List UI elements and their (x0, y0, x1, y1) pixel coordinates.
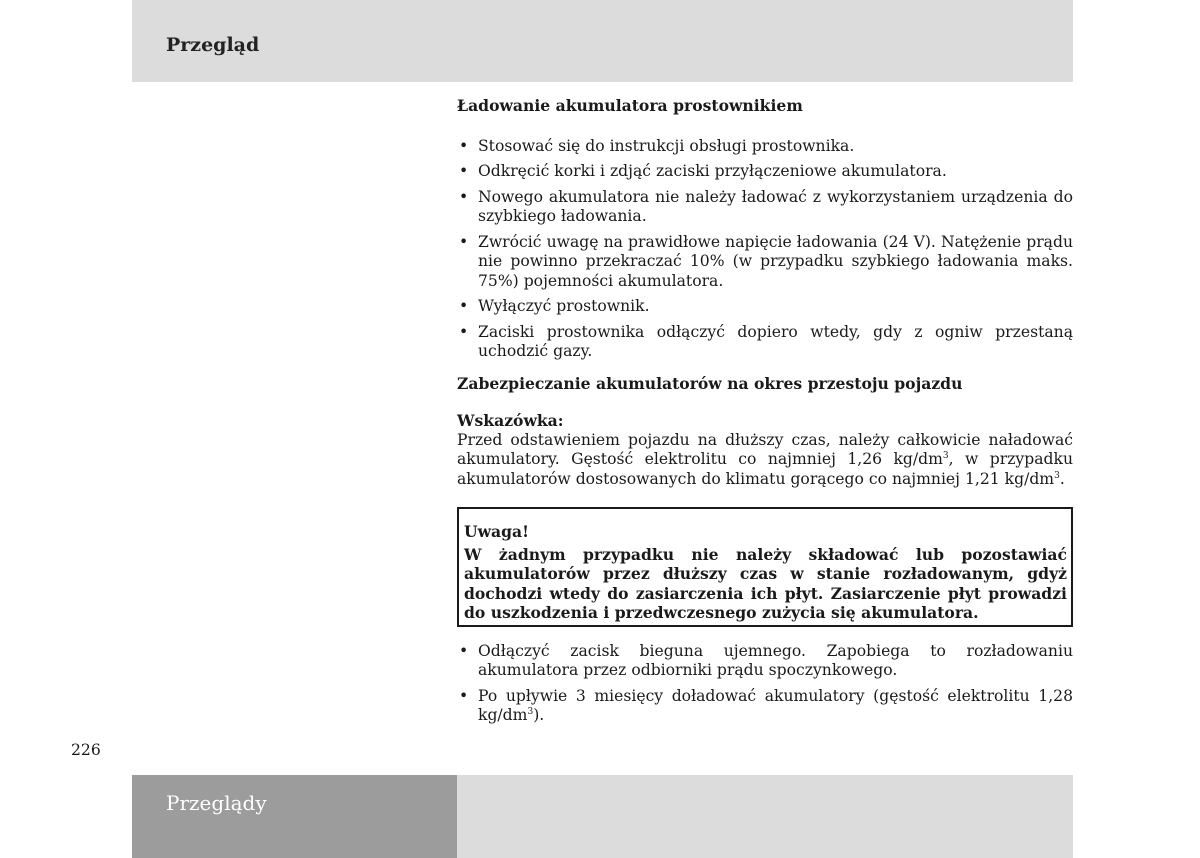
section-heading-charging: Ładowanie akumulatora prostownikiem (457, 96, 803, 115)
list-item: • Nowego akumulatora nie należy ładować z wykorzystaniem urządzenia do szybkiego ładowania. (457, 188, 1073, 227)
superscript: 3 (1054, 470, 1060, 481)
warning-box (457, 507, 1073, 627)
footer-section-tab (132, 775, 457, 858)
note-text: Przed odstawieniem pojazdu na dłuższy czas, należy całkowicie naładować akumulatory. Gęstość elektrolitu co najmniej 1,26 $kg/dm^3$, w przypadku akumulatorów dostosowanych do klimatu gorącego co najmniej 1,21 $kg/dm^3$. (457, 430, 1073, 488)
main-content (457, 96, 1073, 732)
list-item: • Odkręcić korki i zdjąć zaciski przyłączeniowe akumulatora. (457, 162, 1073, 182)
superscript: 3 (527, 706, 534, 717)
footer-band (457, 775, 1073, 858)
list-item: • Stosować się do instrukcji obsługi prostownika. (457, 137, 1073, 157)
list-item: • Zaciski prostownika odłączyć dopiero wtedy, gdy z ogniw przestaną uchodzić gazy. (457, 323, 1073, 362)
header-band (132, 0, 1073, 82)
footer-title: Przeglądy (166, 791, 267, 815)
charging-steps-list (457, 137, 1073, 362)
list-item: • Zwrócić uwagę na prawidłowe napięcie ładowania (24 V). Natężenie prądu nie powinno przekraczać 10% (w przypadku szybkiego ładowania maks. 75%) pojemności akumulatora. (457, 233, 1073, 292)
page-number: 226 (71, 741, 101, 759)
list-item: • Po upływie 3 miesięcy doładować akumulatory (gęstość elektrolitu 1,28 $kg/dm^3$). (457, 687, 1073, 726)
storage-steps-list (457, 642, 1073, 726)
note-label: Wskazówka: (457, 411, 564, 430)
list-item: • Odłączyć zacisk bieguna ujemnego. Zapobiega to rozładowaniu akumulatora przez odbiorniki prądu spoczynkowego. (457, 642, 1073, 681)
list-item: • Wyłączyć prostownik. (457, 297, 1073, 317)
warning-title: Uwaga! (464, 522, 529, 541)
warning-text: W żadnym przypadku nie należy składować lub pozostawiać akumulatorów przez dłuższy czas w stanie rozładowanym, gdyż dochodzi wtedy do zasiarczenia ich płyt. Zasiarczenie płyt prowadzi do uszkodzenia i przedwczesnego zużycia się akumulatora. (464, 544, 1067, 622)
section-heading-storage: Zabezpieczanie akumulatorów na okres przestoju pojazdu (457, 373, 963, 393)
superscript: 3 (942, 450, 949, 461)
header-title: Przegląd (166, 34, 260, 56)
